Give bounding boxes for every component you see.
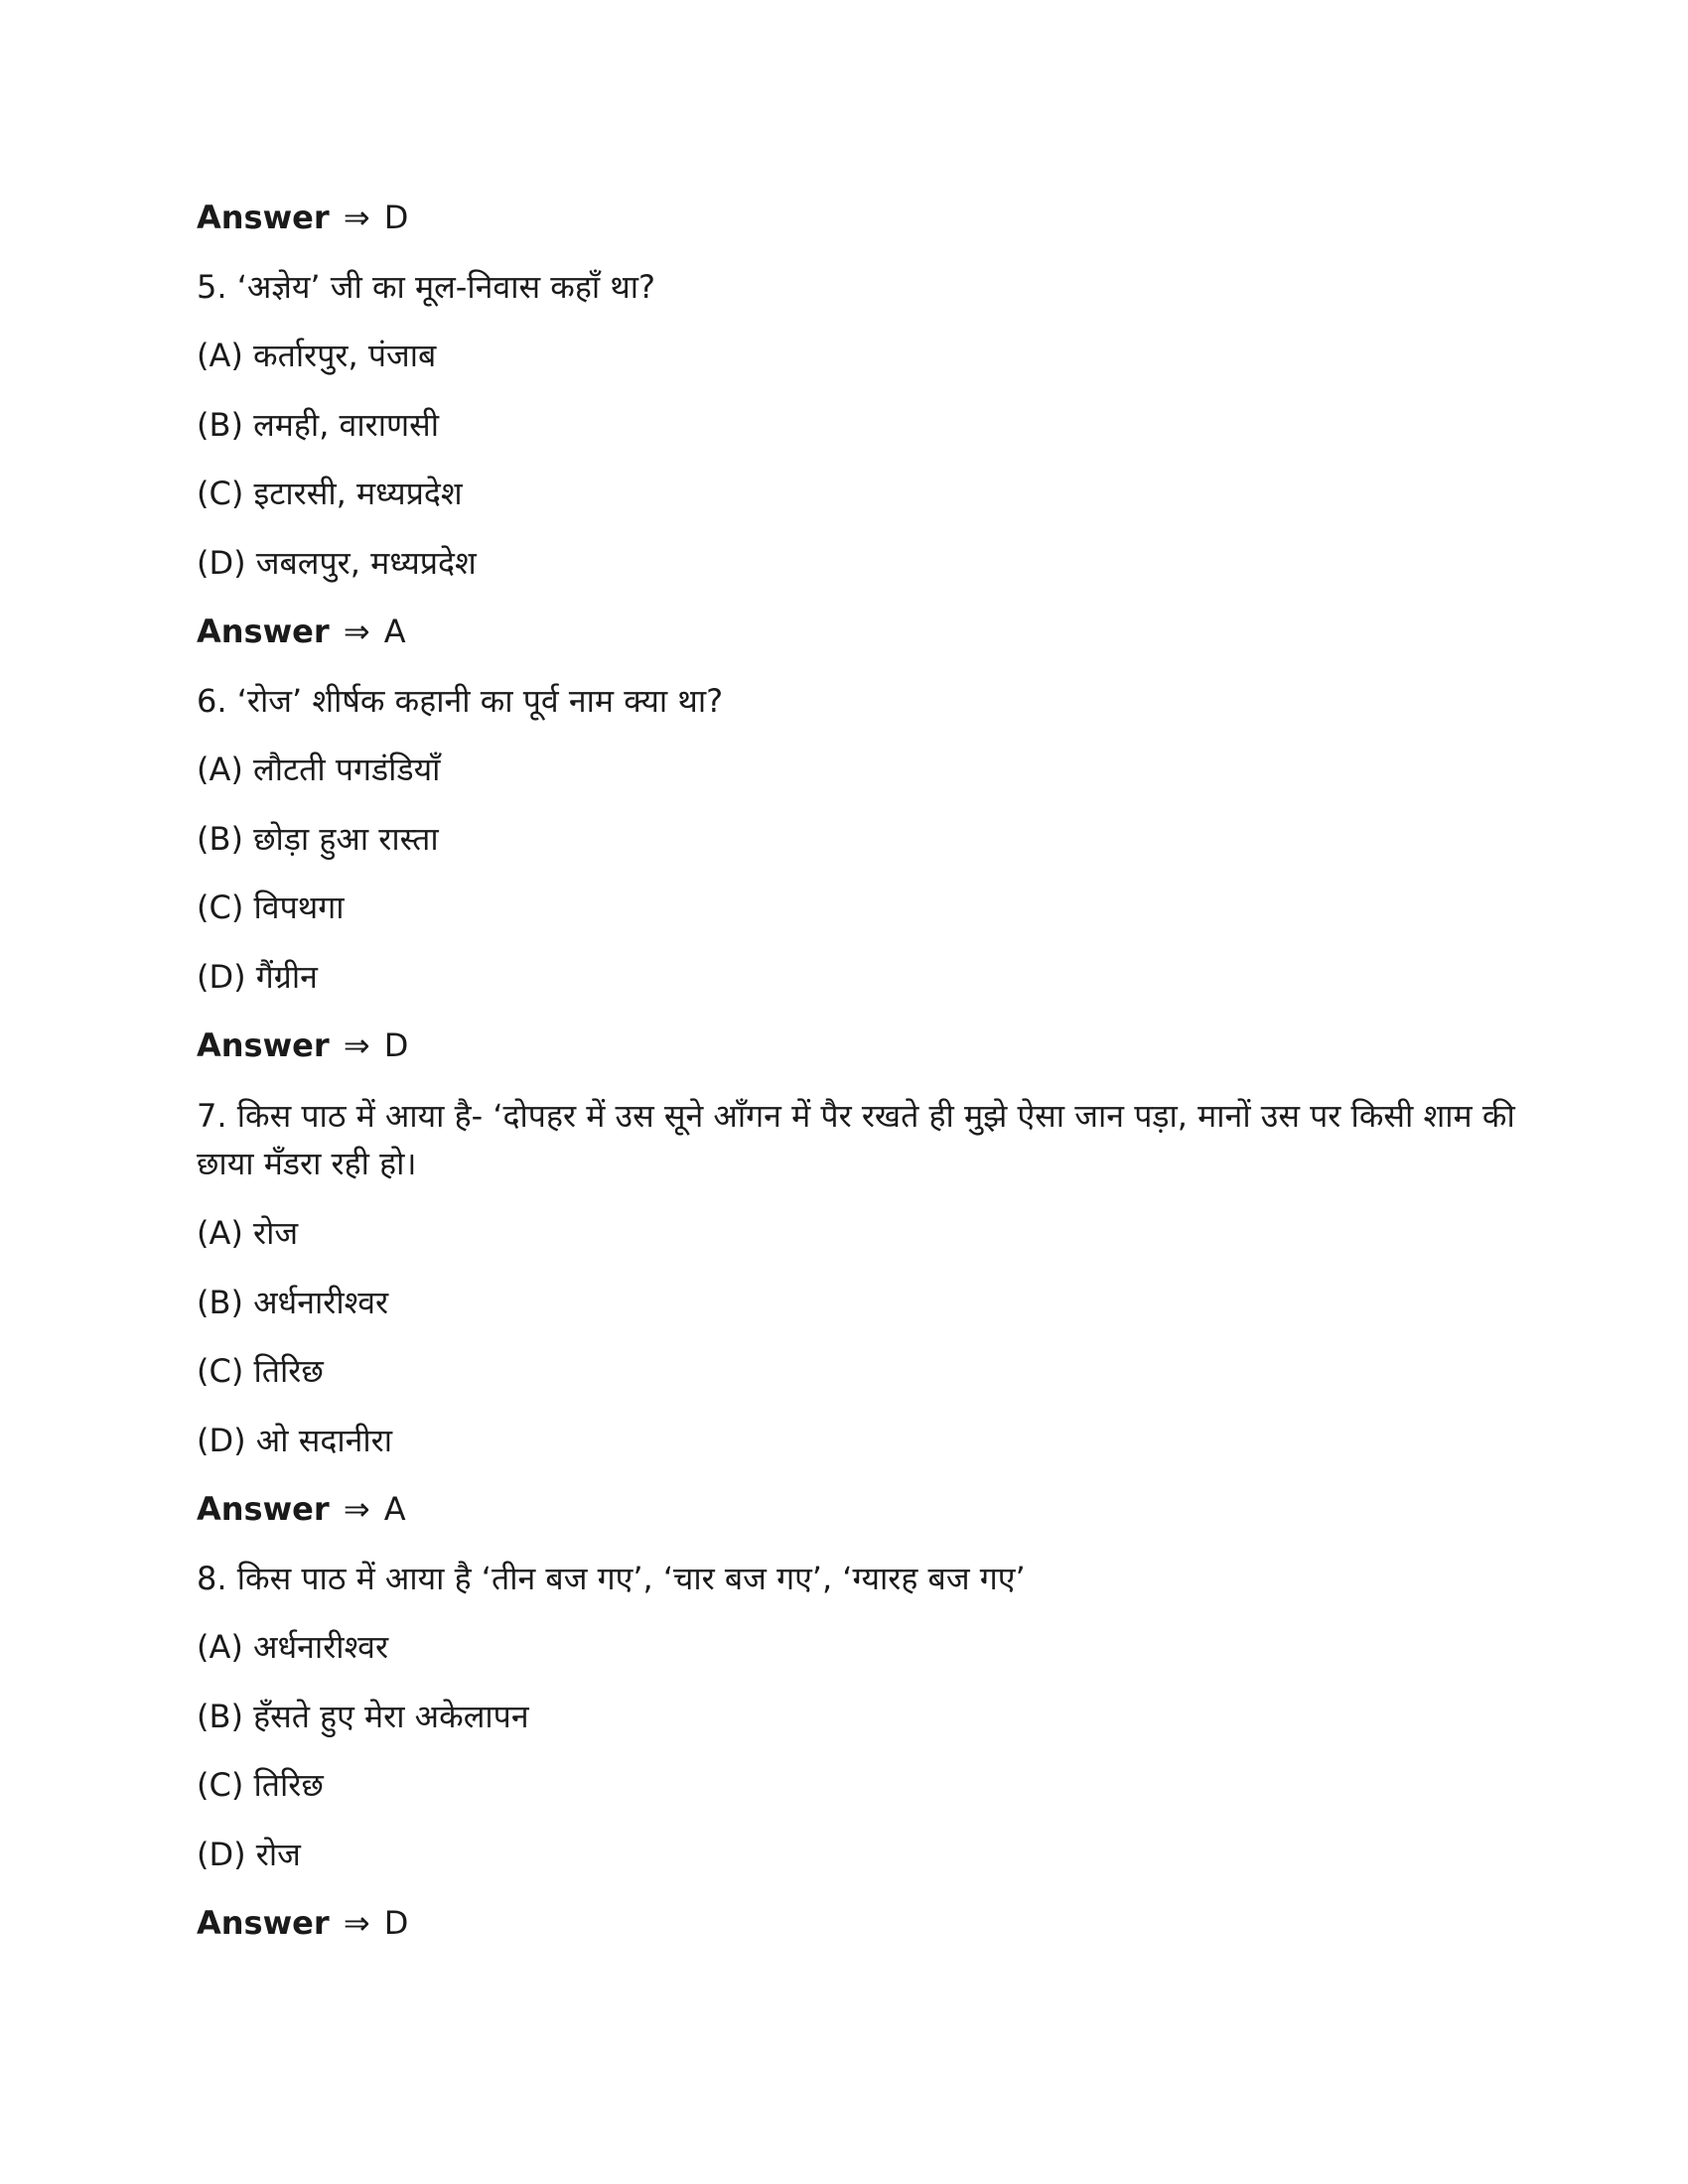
option-c: (C) इटारसी, मध्यप्रदेश	[197, 475, 463, 512]
option-d: (D) जबलपुर, मध्यप्रदेश	[197, 543, 477, 582]
question-text: 7. किस पाठ में आया है- ‘दोपहर में उस सूने आँगन में पैर रखते ही मुझे ऐसा जान पड़ा, मानों उस पर किसी शाम की छाया मँडरा रही हो।	[197, 1096, 1515, 1182]
answer-label: Answer	[197, 1026, 330, 1064]
answer-value: A	[383, 1490, 406, 1528]
answer-label: Answer	[197, 1904, 330, 1942]
answer-value: A	[383, 613, 406, 650]
answer-value: D	[383, 199, 409, 236]
option-c: (C) तिरिछ	[197, 1766, 324, 1804]
option-c: (C) तिरिछ	[197, 1352, 324, 1390]
implies-arrow: ⇒	[343, 1026, 370, 1064]
question-text: 5. ‘अज्ञेय’ जी का मूल-निवास कहाँ था?	[197, 267, 656, 306]
option-b: (B) लमही, वाराणसी	[197, 405, 440, 444]
option-d: (D) ओ सदानीरा	[197, 1421, 393, 1459]
option-d: (D) रोज	[197, 1835, 301, 1873]
answer-label: Answer	[197, 199, 330, 236]
option-b: (B) छोड़ा हुआ रास्ता	[197, 819, 439, 858]
option-c: (C) विपथगा	[197, 888, 345, 926]
answer-line	[197, 195, 1517, 240]
answer-line	[197, 1900, 1517, 1946]
answer-label: Answer	[197, 1490, 330, 1528]
answer-line	[197, 1023, 1517, 1068]
question-text: 6. ‘रोज’ शीर्षक कहानी का पूर्व नाम क्या था?	[197, 681, 724, 720]
implies-arrow: ⇒	[343, 1490, 370, 1528]
document-page	[197, 195, 1517, 1970]
option-d: (D) गैंग्रीन	[197, 957, 318, 996]
answer-value: D	[383, 1904, 409, 1942]
answer-line	[197, 609, 1517, 654]
implies-arrow: ⇒	[343, 613, 370, 650]
option-a: (A) लौटती पगडंडियाँ	[197, 751, 441, 788]
answer-line	[197, 1486, 1517, 1532]
option-b: (B) हँसते हुए मेरा अकेलापन	[197, 1697, 529, 1735]
option-a: (A) कर्तारपुर, पंजाब	[197, 337, 437, 374]
option-a: (A) अर्धनारीश्वर	[197, 1628, 389, 1666]
implies-arrow: ⇒	[343, 1904, 370, 1942]
answer-label: Answer	[197, 613, 330, 650]
implies-arrow: ⇒	[343, 199, 370, 236]
question-text: 8. किस पाठ में आया है ‘तीन बज गए’, ‘चार बज गए’, ‘ग्यारह बज गए’	[197, 1559, 1026, 1597]
answer-value: D	[383, 1026, 409, 1064]
option-b: (B) अर्धनारीश्वर	[197, 1283, 389, 1321]
option-a: (A) रोज	[197, 1214, 299, 1252]
